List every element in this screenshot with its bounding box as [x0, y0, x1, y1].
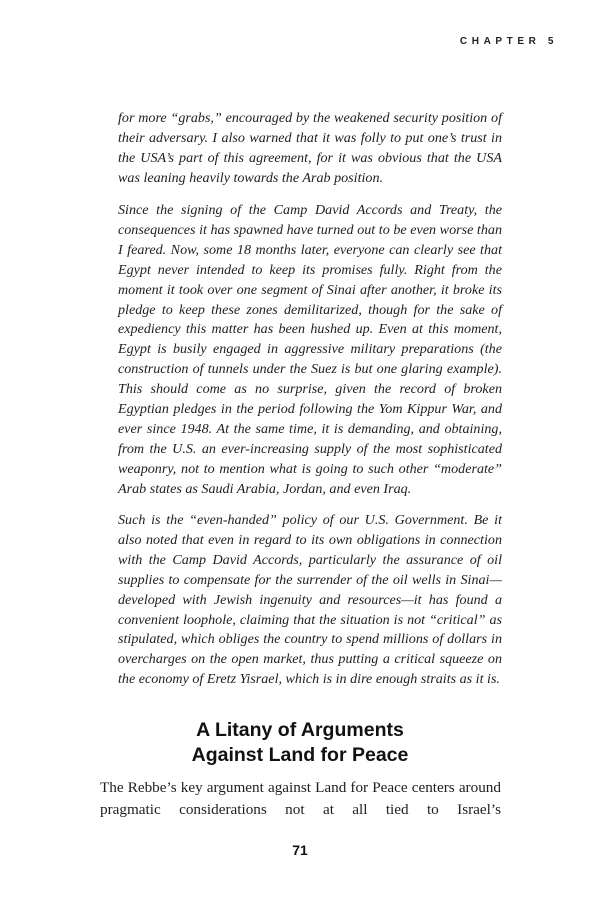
quote-paragraph-3: Such is the “even-handed” policy of our U.S. Government. Be it also noted that even in regard to its own obligations in connection with the Camp David Accords, particularly the assurance of oil supplies to compensate for the surrender of the oil wells in Sinai—developed with Jewish ingenuity and resources—it has found a convenient loophole, claiming that the situation is not “critical” as stipulated, which obliges the country to spend millions of dollars in overcharges on the open market, thus putting a critical squeeze on the economy of Eretz Yisrael, which is in dire enough straits as it is.: [118, 512, 502, 688]
quote-paragraph-1: for more “grabs,” encouraged by the weakened security position of their adversary. I also warned that it was folly to put one’s trust in the USA’s part of this agreement, for it was obvious that the USA was leaning heavily towards the Arab position.: [118, 110, 502, 186]
section-heading-line-1: A Litany of Arguments: [196, 719, 404, 741]
body-paragraph: The Rebbe’s key argument against Land for Peace centers around pragmatic considerations not at all tied to Israel’s: [100, 779, 501, 818]
section-heading-line-2: Against Land for Peace: [191, 744, 409, 766]
quote-paragraph-2: Since the signing of the Camp David Accords and Treaty, the consequences it has spawned have turned out to be even worse than I feared. Now, some 18 months later, everyone can clearly see that Egypt never intended to keep its promises fully. Right from the moment it took over one segment of Sinai after another, it broke its pledge to keep these zones demilitarized, though for the sake of expediency this matter has been hushed up. Even at this moment, Egypt is busily engaged in aggressive military preparations (the construction of tunnels under the Suez is but one glaring example). This should come as no surprise, given the record of broken Egyptian pledges in the period following the Yom Kippur War, and ever since 1948. At the same time, it is demanding, and obtaining, from the U.S. an ever-increasing supply of the most sophisticated weaponry, not to mention what is going to such other “moderate” Arab states as Saudi Arabia, Jordan, and even Iraq.: [118, 202, 502, 497]
section-heading: [100, 718, 500, 768]
running-head: CHAPTER 5: [459, 36, 558, 47]
page-number: 71: [292, 842, 308, 858]
